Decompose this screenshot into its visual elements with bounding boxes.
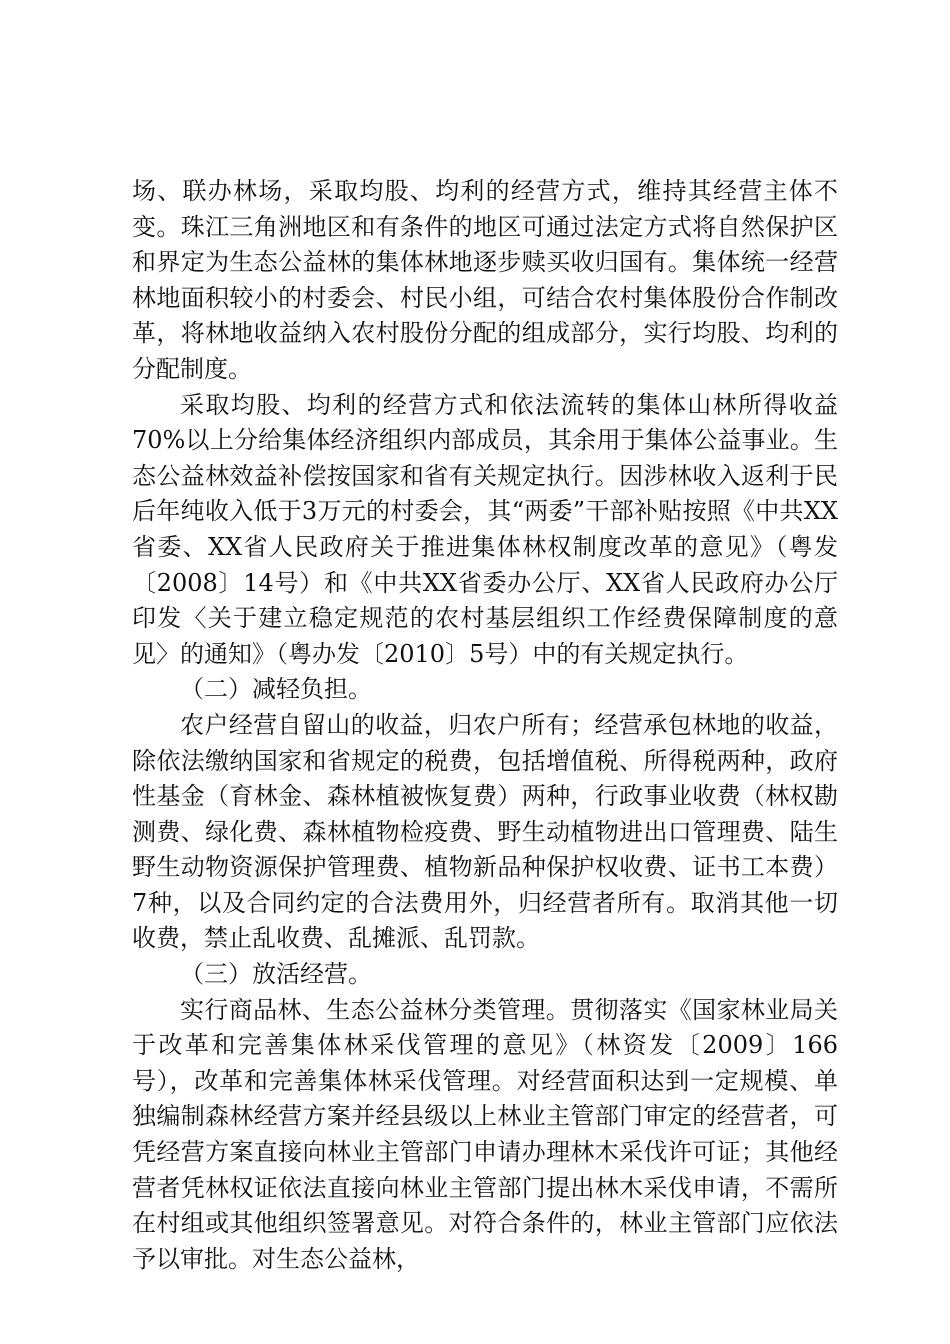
section-heading-free-operation: （三）放活经营。 (180, 960, 372, 989)
paragraph-income-distribution: 采取均股、均利的经营方式和依法流转的集体山林所得收益70%以上分给集体经济组织内部成员，其余用于集体公益事业。生态公益林效益补偿按国家和省有关规定执行。因涉林收入返利于民后年纯收入低于3万元的村委会，其“两委”干部补贴按照《中共XX省委、XX省人民政府关于推进集体林权制度改革的意见》（粤发〔2008〕14号）和《中共XX省委办公厅、XX省人民政府办公厅印发〈关于建立稳定规范的农村基层组织工作经费保障制度的意见〉的通知》（粤办发〔2010〕5号）中的有关规定执行。 (132, 390, 838, 668)
section-heading-reduce-burden: （二）减轻负担。 (180, 675, 372, 704)
paragraph-reduce-burden: 农户经营自留山的收益，归农户所有；经营承包林地的收益，除依法缴纳国家和省规定的税费，包括增值税、所得税两种，政府性基金（育林金、森林植被恢复费）两种，行政事业收费（林权勘测费、绿化费、森林植物检疫费、野生动植物进出口管理费、陆生野生动物资源保护管理费、植物新品种保护权收费、证书工本费）7种，以及合同约定的合法费用外，归经营者所有。取消其他一切收费，禁止乱收费、乱摊派、乱罚款。 (132, 710, 838, 953)
paragraph-free-operation: 实行商品林、生态公益林分类管理。贯彻落实《国家林业局关于改革和完善集体林采伐管理的意见》（林资发〔2009〕166号），改革和完善集体林采伐管理。对经营面积达到一定规模、单独编制森林经营方案并经县级以上林业主管部门审定的经营者，可凭经营方案直接向林业主管部门申请办理林木采伐许可证；其他经营者凭林权证依法直接向林业主管部门提出林木采伐申请，不需所在村组或其他组织签署意见。对符合条件的，林业主管部门应依法予以审批。对生态公益林， (132, 995, 838, 1273)
paragraph-continued: 场、联办林场，采取均股、均利的经营方式，维持其经营主体不变。珠江三角洲地区和有条件的地区可通过法定方式将自然保护区和界定为生态公益林的集体林地逐步赎买收归国有。集体统一经营林地面积较小的村委会、村民小组，可结合农村集体股份合作制改革，将林地收益纳入农村股份分配的组成部分，实行均股、均利的分配制度。 (132, 177, 838, 383)
body-text (132, 174, 838, 1277)
